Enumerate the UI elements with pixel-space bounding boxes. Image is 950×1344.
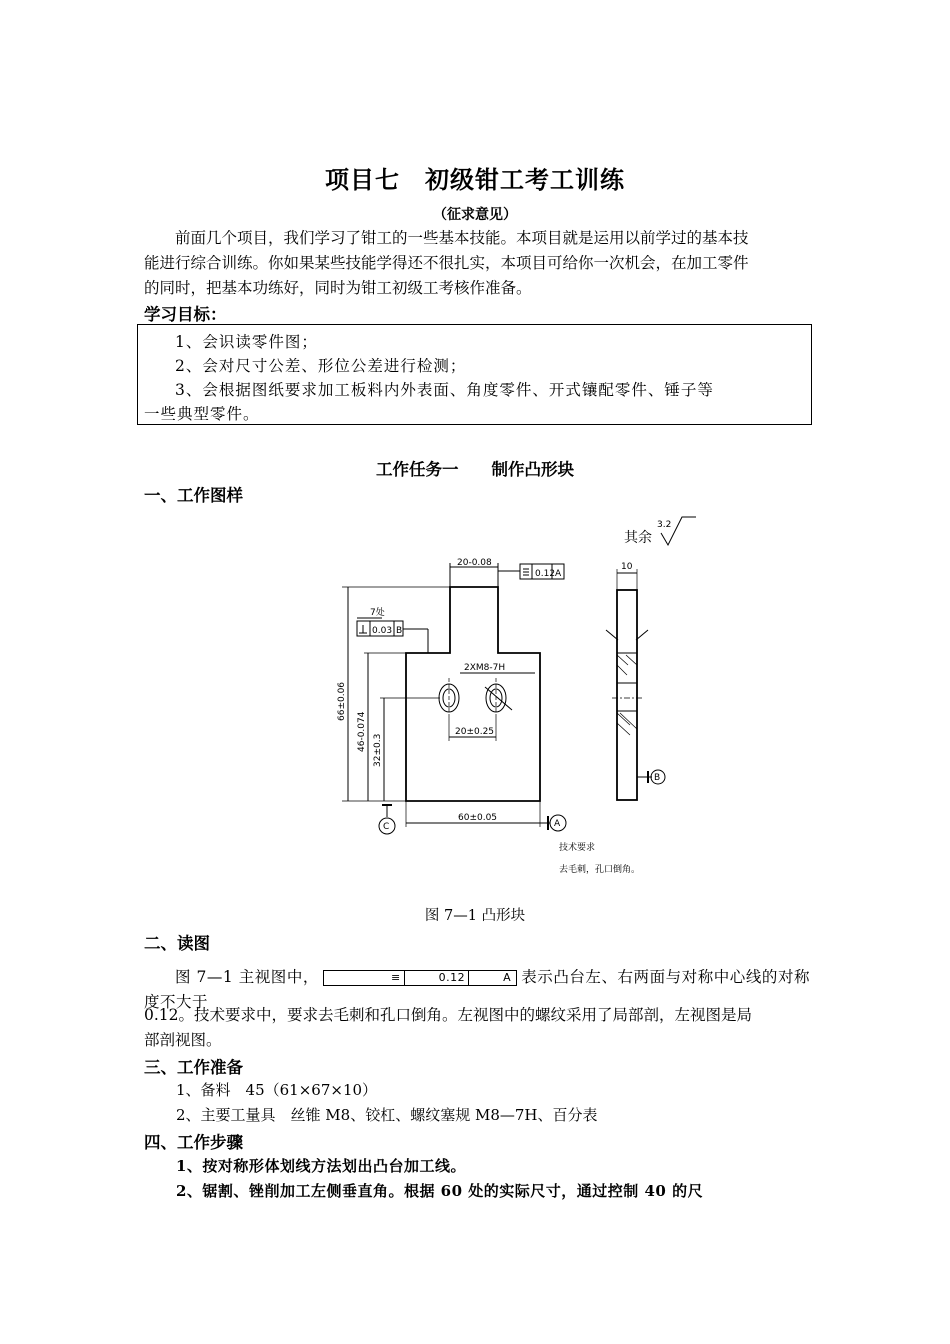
prep-item-1: 1、备料 45（61×67×10） xyxy=(176,1081,378,1099)
front-view-outline xyxy=(406,587,540,801)
section-3-heading: 三、工作准备 xyxy=(144,1058,243,1077)
task-title: 工作任务一 制作凸形块 xyxy=(376,460,574,479)
tol-perp: 0.03 xyxy=(372,626,393,636)
page-title: 项目七 初级钳工考工训练 xyxy=(325,166,625,194)
goal-item-2: 2、会对尺寸公差、形位公差进行检测； xyxy=(175,357,467,375)
goal-item-3-cont: 一些典型零件。 xyxy=(144,405,260,423)
figure-caption: 图 7—1 凸形块 xyxy=(424,908,526,924)
datum-c-circle-label: C xyxy=(383,822,390,832)
dim-32: 32±0.3 xyxy=(373,733,383,767)
dim-hole-spacing: 20±0.25 xyxy=(455,727,495,737)
goals-heading: 学习目标： xyxy=(144,305,227,324)
part-drawing xyxy=(330,505,710,885)
roughness-value: 3.2 xyxy=(657,520,672,530)
datum-a-label: A xyxy=(555,569,562,579)
tech-req-title: 技术要求 xyxy=(559,843,596,853)
reading-line-3: 部剖视图。 xyxy=(144,1031,222,1049)
datum-b-label: B xyxy=(396,626,403,636)
dim-thickness: 10 xyxy=(621,562,633,572)
dim-46: 46-0.074 xyxy=(357,711,367,752)
tech-req-text: 去毛刺，孔口倒角。 xyxy=(559,865,641,875)
dim-top: 20-0.08 xyxy=(457,558,492,568)
section-2-heading: 二、读图 xyxy=(144,934,210,953)
step-1: 1、按对称形体划线方法划出凸台加工线。 xyxy=(176,1157,466,1175)
datum-b-circle-label: B xyxy=(654,773,661,783)
side-view-outline xyxy=(617,590,637,800)
section-4-heading: 四、工作步骤 xyxy=(144,1133,243,1152)
inline-tolerance-frame: ≡ 0.12 A xyxy=(323,970,517,986)
roughness-note: 其余 xyxy=(624,530,652,546)
dim-width: 60±0.05 xyxy=(458,813,498,823)
section-1-heading: 一、工作图样 xyxy=(144,486,243,505)
intro-line-3: 的同时，把基本功练好，同时为钳工初级工考核作准备。 xyxy=(144,279,532,297)
goal-item-1: 1、会识读零件图； xyxy=(175,333,318,351)
reading-pre: 图 7—1 主视图中， xyxy=(175,968,319,986)
goal-item-3: 3、会根据图纸要求加工板料内外表面、角度零件、开式镶配零件、锤子等 xyxy=(175,381,714,399)
thread-note: 2XM8-7H xyxy=(464,663,506,673)
intro-line-1: 前面几个项目，我们学习了钳工的一些基本技能。本项目就是运用以前学过的基本技 xyxy=(175,229,749,247)
step-2: 2、锯割、锉削加工左侧垂直角。根据 60 处的实际尺寸，通过控制 40 的尺 xyxy=(176,1182,704,1200)
prep-item-2: 2、主要工量具 丝锥 M8、铰杠、螺纹塞规 M8—7H、百分表 xyxy=(176,1106,598,1124)
reading-line-2: 0.12。技术要求中，要求去毛刺和孔口倒角。左视图中的螺纹采用了局部剖，左视图是局 xyxy=(144,1006,753,1024)
page-subtitle: （征求意见） xyxy=(433,207,517,223)
count-note: 7处 xyxy=(370,608,385,618)
dim-height: 66±0.06 xyxy=(337,681,347,721)
inline-tol-value: 0.12 xyxy=(404,971,469,985)
tol-symmetry: 0.12 xyxy=(535,569,556,579)
intro-line-2: 能进行综合训练。你如果某些技能学得还不很扎实，本项目可给你一次机会，在加工零件 xyxy=(144,254,749,272)
inline-tol-datum: A xyxy=(468,971,514,985)
reading-post: 表示凸台左、右两面与对称中心线的对称度不大于 xyxy=(144,968,810,1011)
datum-a-circle-label: A xyxy=(554,819,561,829)
